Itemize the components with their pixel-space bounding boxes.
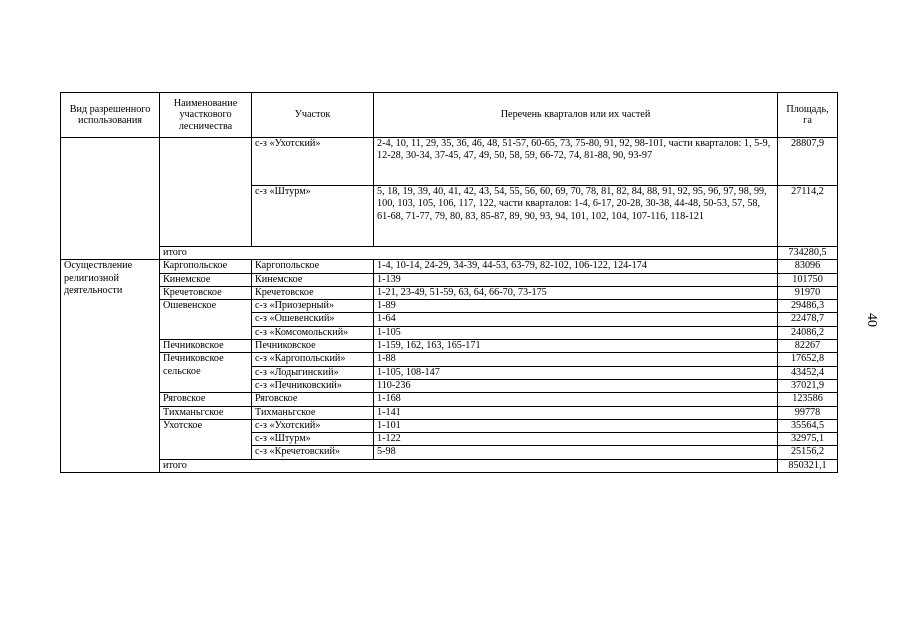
- cell-section: с-з «Каргопольский»: [252, 353, 374, 366]
- header-area: Площадь, га: [778, 93, 838, 138]
- cell-section: с-з «Кречетовский»: [252, 446, 374, 459]
- table-row: [61, 340, 838, 353]
- cell-area: 43452,4: [778, 366, 838, 379]
- cell-quarters: 1-139: [374, 273, 778, 286]
- header-section: Участок: [252, 93, 374, 138]
- cell-use-type-empty: [61, 138, 160, 260]
- cell-district: Тихманьгское: [160, 406, 252, 419]
- cell-quarters: 110-236: [374, 379, 778, 392]
- header-use-type: Вид разрешенного использования: [61, 93, 160, 138]
- cell-area: 82267: [778, 340, 838, 353]
- cell-section: с-з «Штурм»: [252, 186, 374, 247]
- cell-area: 29486,3: [778, 300, 838, 313]
- cell-section: с-з «Штурм»: [252, 433, 374, 446]
- cell-area: 32975,1: [778, 433, 838, 446]
- cell-section: Кречетовское: [252, 286, 374, 299]
- cell-section: Тихманьгское: [252, 406, 374, 419]
- cell-district: Печниковское: [160, 340, 252, 353]
- cell-section: с-з «Комсомольский»: [252, 326, 374, 339]
- cell-section: с-з «Приозерный»: [252, 300, 374, 313]
- table-row: [61, 393, 838, 406]
- cell-quarters: 1-101: [374, 419, 778, 432]
- cell-area: 37021,9: [778, 379, 838, 392]
- cell-area: 24086,2: [778, 326, 838, 339]
- cell-quarters: 1-141: [374, 406, 778, 419]
- cell-area: 25156,2: [778, 446, 838, 459]
- cell-district: Печниковское сельское: [160, 353, 252, 393]
- table-row: [61, 273, 838, 286]
- cell-district-empty: [160, 138, 252, 247]
- header-district: Наименование участкового лесничества: [160, 93, 252, 138]
- table-row: [61, 353, 838, 366]
- cell-section: Печниковское: [252, 340, 374, 353]
- cell-area: 91970: [778, 286, 838, 299]
- cell-section: с-з «Ухотский»: [252, 138, 374, 186]
- table-row: [61, 138, 838, 186]
- cell-district: Каргопольское: [160, 260, 252, 273]
- cell-section: Каргопольское: [252, 260, 374, 273]
- table-row: [61, 300, 838, 313]
- cell-area: 17652,8: [778, 353, 838, 366]
- cell-quarters: 1-105, 108-147: [374, 366, 778, 379]
- page-number: 40: [864, 313, 879, 327]
- cell-section: с-з «Печниковский»: [252, 379, 374, 392]
- table-row: [61, 260, 838, 273]
- cell-district: Кречетовское: [160, 286, 252, 299]
- cell-section: Кинемское: [252, 273, 374, 286]
- cell-use-type: Осуществление религиозной деятельности: [61, 260, 160, 473]
- table-row: [61, 419, 838, 432]
- forest-quarters-table: [60, 92, 838, 473]
- cell-quarters: 1-4, 10-14, 24-29, 34-39, 44-53, 63-79, 82-102, 106-122, 124-174: [374, 260, 778, 273]
- cell-quarters: 5-98: [374, 446, 778, 459]
- total-area: 734280,5: [778, 247, 838, 260]
- cell-quarters: 1-88: [374, 353, 778, 366]
- cell-section: Ряговское: [252, 393, 374, 406]
- cell-district: Ухотское: [160, 419, 252, 459]
- cell-quarters: 1-21, 23-49, 51-59, 63, 64, 66-70, 73-175: [374, 286, 778, 299]
- header-row: [61, 93, 838, 138]
- cell-area: 27114,2: [778, 186, 838, 247]
- table-row: [61, 406, 838, 419]
- table-row: [61, 286, 838, 299]
- cell-district: Ряговское: [160, 393, 252, 406]
- cell-area: 28807,9: [778, 138, 838, 186]
- total-label: итого: [160, 247, 778, 260]
- cell-area: 22478,7: [778, 313, 838, 326]
- cell-section: с-з «Лодыгинский»: [252, 366, 374, 379]
- cell-section: с-з «Ошевенский»: [252, 313, 374, 326]
- cell-area: 101750: [778, 273, 838, 286]
- cell-quarters: 1-122: [374, 433, 778, 446]
- cell-quarters: 1-168: [374, 393, 778, 406]
- cell-district: Кинемское: [160, 273, 252, 286]
- cell-quarters: 1-105: [374, 326, 778, 339]
- cell-section: с-з «Ухотский»: [252, 419, 374, 432]
- total-area: 850321,1: [778, 459, 838, 472]
- cell-quarters: 1-89: [374, 300, 778, 313]
- cell-area: 83096: [778, 260, 838, 273]
- cell-area: 35564,5: [778, 419, 838, 432]
- cell-quarters: 2-4, 10, 11, 29, 35, 36, 46, 48, 51-57, 60-65, 73, 75-80, 91, 92, 98-101, части кварталов: 1, 5-9, 12-28, 30-34, 37-45, 47, 49, 50, 58, 59, 66-72, 74, 81-88, 90, 93-97: [374, 138, 778, 186]
- cell-area: 99778: [778, 406, 838, 419]
- total-row: [61, 459, 838, 472]
- total-label: итого: [160, 459, 778, 472]
- cell-quarters: 1-159, 162, 163, 165-171: [374, 340, 778, 353]
- cell-district: Ошевенское: [160, 300, 252, 340]
- cell-quarters: 1-64: [374, 313, 778, 326]
- header-quarters: Перечень кварталов или их частей: [374, 93, 778, 138]
- cell-area: 123586: [778, 393, 838, 406]
- cell-quarters: 5, 18, 19, 39, 40, 41, 42, 43, 54, 55, 56, 60, 69, 70, 78, 81, 82, 84, 88, 91, 92, 95, 96, 97, 98, 99, 100, 103, 105, 106, 117, 122, части кварталов: 1-4, 6-17, 20-28, 30-38, 44-48, 50-53, 57, 58, 61-68, 71-77, 79, 80, 83, 85-87, 89, 90, 93, 94, 101, 102, 104, 107-116, 118-121: [374, 186, 778, 247]
- total-row: [61, 247, 838, 260]
